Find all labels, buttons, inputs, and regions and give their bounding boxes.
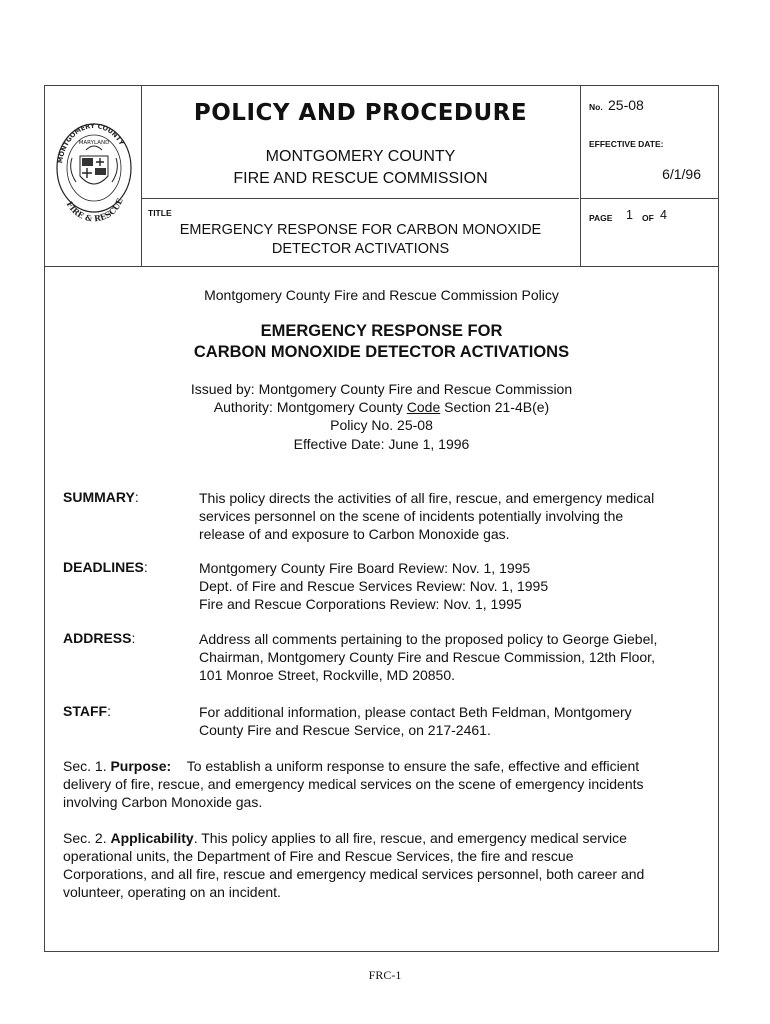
address-label: ADDRESS:: [63, 630, 136, 646]
summary-label: SUMMARY:: [63, 489, 139, 505]
commission-policy-line: Montgomery County Fire and Rescue Commission Policy: [204, 287, 559, 303]
authority-code: Code: [406, 399, 441, 415]
policy-number: Policy No. 25-08: [330, 417, 433, 433]
deadlines-label: DEADLINES:: [63, 559, 148, 575]
effective-date-value: 6/1/96: [662, 166, 701, 182]
title-tag: TITLE: [148, 208, 172, 218]
meta-divider: [581, 198, 719, 199]
deadlines-text: Montgomery County Fire Board Review: Nov. 1, 1995 Dept. of Fire and Rescue Services Review: Nov. 1, 1995 Fire and Rescue Corporations Review: Nov. 1, 1995: [199, 560, 549, 612]
staff-label: STAFF:: [63, 703, 111, 719]
of-label: OF: [642, 213, 654, 223]
policy-title: POLICY AND PROCEDURE: [193, 100, 528, 126]
doc-title-line2: DETECTOR ACTIVATIONS: [271, 241, 450, 257]
authority-prefix: Authority: Montgomery County: [213, 399, 407, 415]
doc-title-line1: EMERGENCY RESPONSE FOR CARBON MONOXIDE: [179, 222, 542, 238]
number-label: No.: [589, 102, 603, 112]
address-text: Address all comments pertaining to the proposed policy to George Giebel, Chairman, Montgomery County Fire and Rescue Commission, 12th Floor, 101 Monroe Street, Rockville, MD 20850.: [199, 631, 658, 683]
doc-heading-line2: CARBON MONOXIDE DETECTOR ACTIVATIONS: [193, 343, 570, 361]
authority: [45, 399, 718, 415]
agency-name-line2: FIRE AND RESCUE COMMISSION: [233, 170, 488, 187]
header-meta: [580, 86, 719, 266]
seal-state-text: MARYLAND: [78, 140, 110, 146]
effective-date-label: EFFECTIVE DATE:: [589, 139, 664, 149]
seal-top-text: MONTGOMERY COUNTY: [56, 121, 126, 164]
section-1-purpose: Sec. 1. Purpose: To establish a uniform response to ensure the safe, effective and efficient delivery of fire, rescue, and emergency medical services on the scene of emergency incidents involving Carbon Monoxide gas.: [63, 758, 644, 810]
staff-text: For additional information, please contact Beth Feldman, Montgomery County Fire and Rescue Service, on 217-2461.: [199, 704, 632, 738]
authority-suffix: Section 21-4B(e): [440, 399, 550, 415]
title-divider: [142, 198, 579, 199]
doc-heading-line1: EMERGENCY RESPONSE FOR: [260, 322, 503, 340]
page-label: PAGE: [589, 213, 613, 223]
seal-cell: [45, 86, 142, 266]
page-number: 1: [626, 208, 633, 222]
county-seal-icon: [52, 106, 136, 232]
agency-name-line1: MONTGOMERY COUNTY: [265, 148, 456, 165]
number-value: 25-08: [608, 97, 644, 113]
effective-date: Effective Date: June 1, 1996: [293, 436, 470, 452]
issued-by: Issued by: Montgomery County Fire and Rescue Commission: [190, 381, 573, 397]
seal-bottom-text: FIRE & RESCUE: [64, 196, 125, 224]
document-header: [45, 86, 718, 267]
page-footer: FRC-1: [368, 968, 402, 982]
header-main: [142, 86, 579, 266]
summary-text: This policy directs the activities of all fire, rescue, and emergency medical services personnel on the scene of incidents potentially involving the release of and exposure to Carbon Monoxide gas.: [199, 490, 655, 542]
policy-document: [44, 85, 719, 952]
page-total: 4: [660, 208, 667, 222]
section-2-applicability: Sec. 2. Applicability. This policy applies to all fire, rescue, and emergency medical service operational units, the Department of Fire and Rescue Services, the fire and rescue Corporations, and all fire, rescue and emergency medical services personnel, both career and volunteer, operating on an incident.: [63, 830, 645, 900]
